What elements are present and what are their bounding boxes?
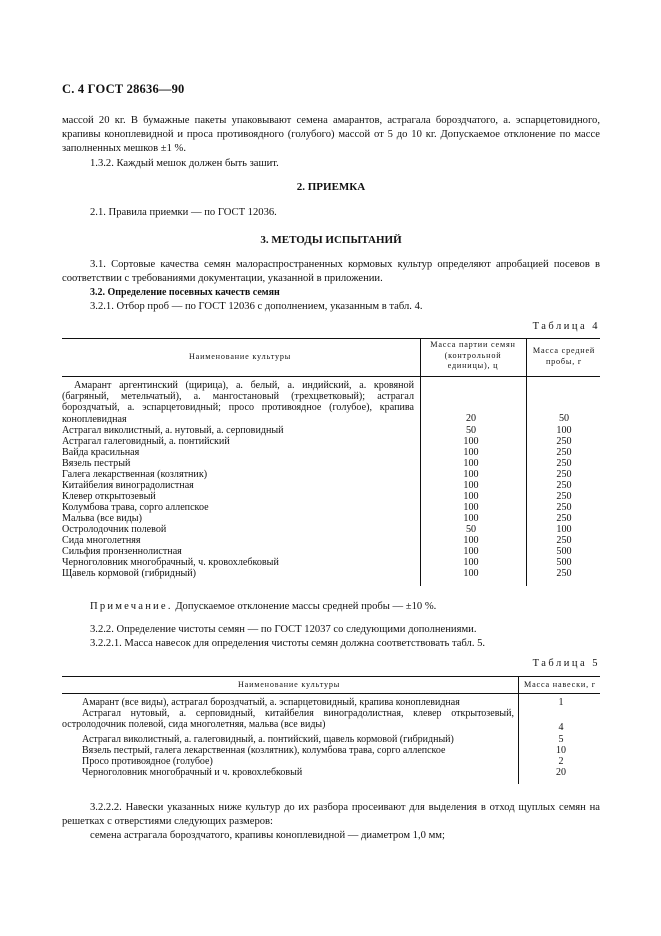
paragraph-3-2-2-1: 3.2.2.1. Масса навесок для определения чистоты семян должна соответствовать табл. 5.	[90, 638, 486, 649]
sample-mass: 5	[558, 734, 564, 745]
table-4-caption: Таблица 4	[532, 321, 600, 332]
sample-mass: 250	[556, 491, 572, 502]
paragraph-3-2-2: 3.2.2. Определение чистоты семян — по ГОСТ 12037 со следующими дополнениями.	[90, 624, 477, 635]
table-5-column-divider	[518, 676, 519, 784]
lot-mass: 100	[463, 535, 479, 546]
table-4-header-name: Наименование культуры	[188, 352, 292, 361]
sample-mass: 20	[556, 767, 566, 778]
table-5-caption: Таблица 5	[532, 658, 600, 669]
paragraph-3-2-2-2: 3.2.2.2. Навески указанных ниже культур до их разбора просеивают для выделения в отход щуплых семян на решетках с отверстиями следующих размеров:	[62, 802, 600, 828]
table-5-top-rule	[62, 676, 600, 677]
crop-name: Просо противоядное (голубое)	[82, 756, 213, 767]
sample-mass: 250	[556, 469, 572, 480]
lot-mass: 50	[465, 524, 477, 535]
table-5-header-rule	[62, 693, 600, 694]
crop-name: Черноголовник многобрачный, ч. кровохлебковый	[62, 557, 279, 568]
paragraph-2-1: 2.1. Правила приемки — по ГОСТ 12036.	[90, 207, 277, 218]
lot-mass: 100	[463, 480, 479, 491]
sample-mass: 250	[556, 568, 572, 579]
crop-name: Астрагал нутовый, а. серповидный, китайбелия виноградолистная, клевер открытозевый, остролодочник полевой, сида многолетняя, мальва (все виды)	[62, 708, 514, 731]
table-4-top-rule	[62, 338, 600, 339]
sample-mass: 250	[556, 480, 572, 491]
intro-paragraph: массой 20 кг. В бумажные пакеты упаковывают семена амарантов, астрагала бороздчатого, а. эспарцетовидного, крапивы коноплевидной и проса противоядного (голубого) массой от 5 до 10 кг. Допускаемое отклонение по массе заполненных мешков ±1 %.	[62, 115, 600, 155]
crop-name: Колумбова трава, сорго аллепское	[62, 502, 209, 513]
sample-mass: 100	[556, 524, 572, 535]
crop-name: Китайбелия виноградолистная	[62, 480, 194, 491]
paragraph-3-1: 3.1. Сортовые качества семян малораспространенных кормовых культур определяют апробацией посевов в соответствии с требованиями документации, указанной в приложении.	[62, 259, 600, 285]
paragraph-sieve-sizes: семена астрагала бороздчатого, крапивы коноплевидной — диаметром 1,0 мм;	[90, 830, 445, 841]
lot-mass: 100	[463, 568, 479, 579]
table-4-header-rule	[62, 376, 600, 377]
lot-mass: 100	[463, 491, 479, 502]
sample-mass: 250	[556, 436, 572, 447]
crop-name: Астрагал виколистный, а. нутовый, а. серповидный	[62, 425, 284, 436]
lot-mass: 100	[463, 458, 479, 469]
lot-mass: 100	[463, 557, 479, 568]
lot-mass: 100	[463, 436, 479, 447]
crop-name: Амарант аргентинский (щирица), а. белый, а. индийский, а. кровяной (багряный, метельчатый), а. мангостановый (трехцветковый); астрагал бороздчатый, а. эспарцетовидный; просо противоядное (голубое), крапива коноплевидная	[62, 380, 414, 425]
paragraph-1-3-2: 1.3.2. Каждый мешок должен быть зашит.	[90, 158, 279, 169]
sample-mass: 250	[556, 502, 572, 513]
sample-mass: 250	[556, 513, 572, 524]
subsection-3-2-heading: 3.2. Определение посевных качеств семян	[90, 287, 280, 298]
table-5-header-name: Наименование культуры	[237, 680, 341, 689]
sample-mass: 250	[556, 458, 572, 469]
sample-mass: 250	[556, 447, 572, 458]
sample-mass: 50	[558, 413, 570, 424]
sample-mass: 250	[556, 535, 572, 546]
table-4-header-lot: Масса партии семян (контрольной единицы), ц	[430, 340, 516, 370]
crop-name: Астрагал виколистный, а. галеговидный, а. понтийский, щавель кормовой (гибридный)	[82, 734, 454, 745]
crop-name: Амарант (все виды), астрагал бороздчатый, а. эспарцетовидный, крапива коноплевидная	[82, 697, 460, 708]
table-4-column-divider	[420, 338, 421, 586]
sample-mass: 500	[556, 557, 572, 568]
crop-name: Вязель пестрый	[62, 458, 131, 469]
sample-mass: 1	[558, 697, 564, 708]
section-2-heading: 2. ПРИЕМКА	[296, 181, 366, 193]
crop-name: Вязель пестрый, галега лекарственная (козлятник), колумбова трава, сорго аллепское	[82, 745, 446, 756]
table-4-column-divider	[526, 338, 527, 586]
note-text: Допускаемое отклонение массы средней пробы — ±10 %.	[172, 601, 437, 612]
note-label: Примечание.	[90, 601, 173, 612]
sample-mass: 100	[556, 425, 572, 436]
crop-name: Остролодочник полевой	[62, 524, 167, 535]
crop-name: Щавель кормовой (гибридный)	[62, 568, 197, 579]
crop-name: Вайда красильная	[62, 447, 140, 458]
lot-mass: 50	[465, 425, 477, 436]
table-4-header-sample: Масса средней пробы, г	[532, 346, 596, 366]
paragraph-3-2-1: 3.2.1. Отбор проб — по ГОСТ 12036 с дополнением, указанным в табл. 4.	[90, 301, 423, 312]
lot-mass: 20	[465, 413, 477, 424]
lot-mass: 100	[463, 546, 479, 557]
sample-mass: 10	[556, 745, 566, 756]
crop-name: Галега лекарственная (козлятник)	[62, 469, 208, 480]
page-header: С. 4 ГОСТ 28636—90	[62, 82, 185, 96]
crop-name: Черноголовник многобрачный и ч. кровохлебковый	[82, 767, 303, 778]
crop-name: Сида многолетняя	[62, 535, 141, 546]
table-4-note	[90, 601, 436, 612]
lot-mass: 100	[463, 513, 479, 524]
lot-mass: 100	[463, 469, 479, 480]
section-3-heading: 3. МЕТОДЫ ИСПЫТАНИЙ	[260, 234, 402, 246]
crop-name: Клевер открытозевый	[62, 491, 156, 502]
lot-mass: 100	[463, 502, 479, 513]
lot-mass: 100	[463, 447, 479, 458]
sample-mass: 2	[558, 756, 564, 767]
crop-name: Астрагал галеговидный, а. понтийский	[62, 436, 230, 447]
sample-mass: 500	[556, 546, 572, 557]
table-5-header-mass: Масса навески, г	[524, 680, 596, 689]
sample-mass: 4	[558, 722, 564, 733]
crop-name: Сильфия пронзеннолистная	[62, 546, 182, 557]
crop-name: Мальва (все виды)	[62, 513, 142, 524]
